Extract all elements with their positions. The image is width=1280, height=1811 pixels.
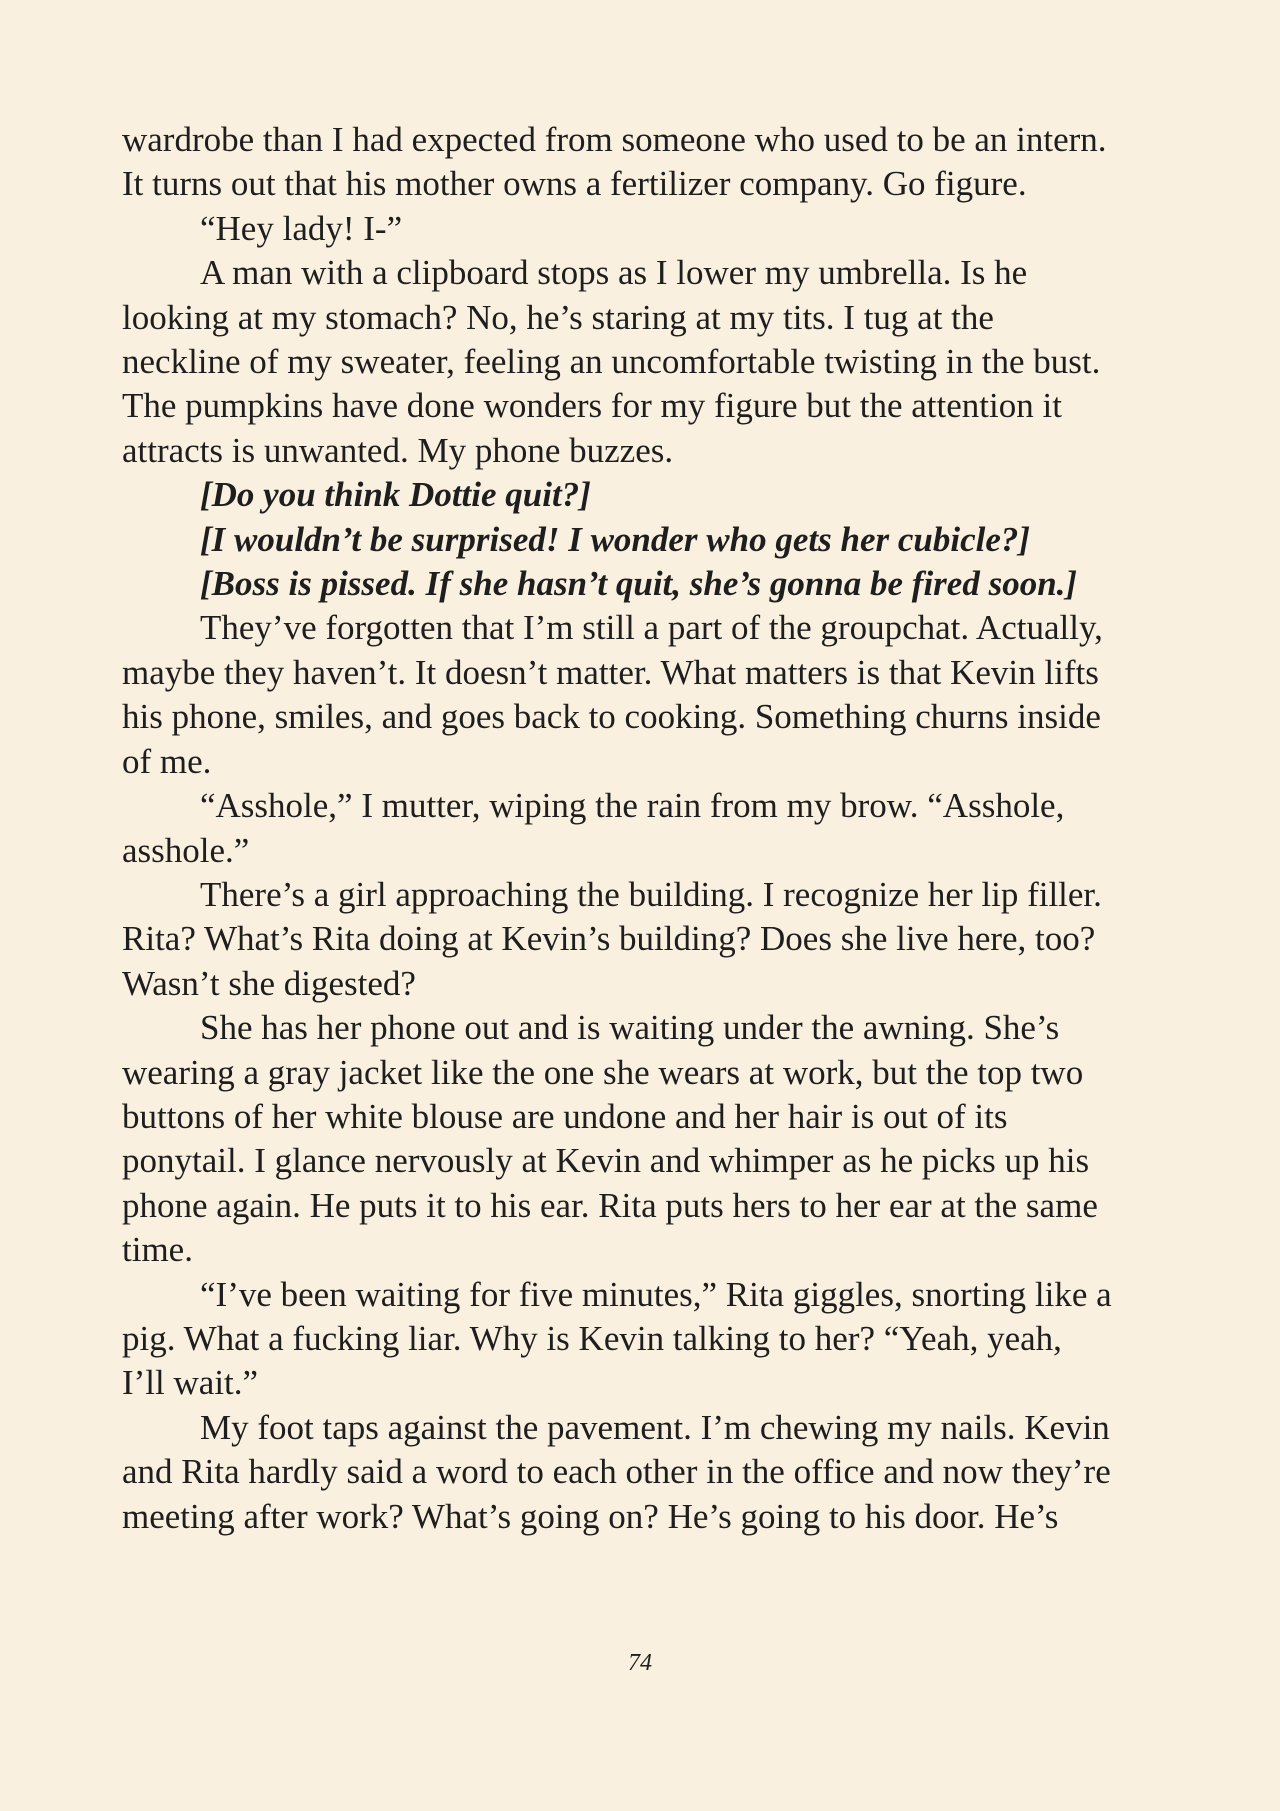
paragraph: She has her phone out and is waiting under the awning. She’s wearing a gray jacket like the one she wears at work, but the top two buttons of her white blouse are undone and her hair is out of its ponytail. I glance nervously at Kevin and whimper as he picks up his phone again. He puts it to his ear. Rita puts hers to her ear at the same time. bbox=[122, 1008, 1098, 1270]
text-message: [Boss is pissed. If she hasn’t quit, she’s gonna be fired soon.] bbox=[200, 564, 1078, 604]
paragraph: A man with a clipboard stops as I lower my umbrella. Is he looking at my stomach? No, he’s staring at my tits. I tug at the neckline of my sweater, feeling an uncomfortable twisting in the bust. The pumpkins have done wonders for my figure but the attention it attracts is unwanted. My phone buzzes. bbox=[122, 253, 1101, 470]
paragraph-continuation: wardrobe than I had expected from someone who used to be an intern. It turns out that his mother owns a fertilizer company. Go figure. bbox=[122, 120, 1107, 204]
text-message: [I wouldn’t be surprised! I wonder who gets her cubicle?] bbox=[200, 519, 1031, 559]
paragraph: They’ve forgotten that I’m still a part of the groupchat. Actually, maybe they haven’t. It doesn’t matter. What matters is that Kevin lifts his phone, smiles, and goes back to cooking. Something churns inside of me. bbox=[122, 608, 1103, 781]
paragraph-dialogue: “I’ve been waiting for five minutes,” Rita giggles, snorting like a pig. What a fucking liar. Why is Kevin talking to her? “Yeah, yeah, I’ll wait.” bbox=[122, 1274, 1112, 1403]
paragraph: My foot taps against the pavement. I’m chewing my nails. Kevin and Rita hardly said a word to each other in the office and now they’re meeting after work? What’s going on? He’s going to his door. He’s bbox=[122, 1407, 1111, 1536]
paragraph-dialogue: “Hey lady! I-” bbox=[200, 208, 403, 248]
text-message: [Do you think Dottie quit?] bbox=[200, 475, 591, 515]
page-number: 74 bbox=[628, 1650, 652, 1676]
paragraph-dialogue: “Asshole,” I mutter, wiping the rain from my brow. “Asshole, asshole.” bbox=[122, 786, 1065, 870]
paragraph: There’s a girl approaching the building. I recognize her lip filler. Rita? What’s Rita doing at Kevin’s building? Does she live here, too? Wasn’t she digested? bbox=[122, 874, 1102, 1003]
body-text bbox=[122, 118, 1162, 1539]
